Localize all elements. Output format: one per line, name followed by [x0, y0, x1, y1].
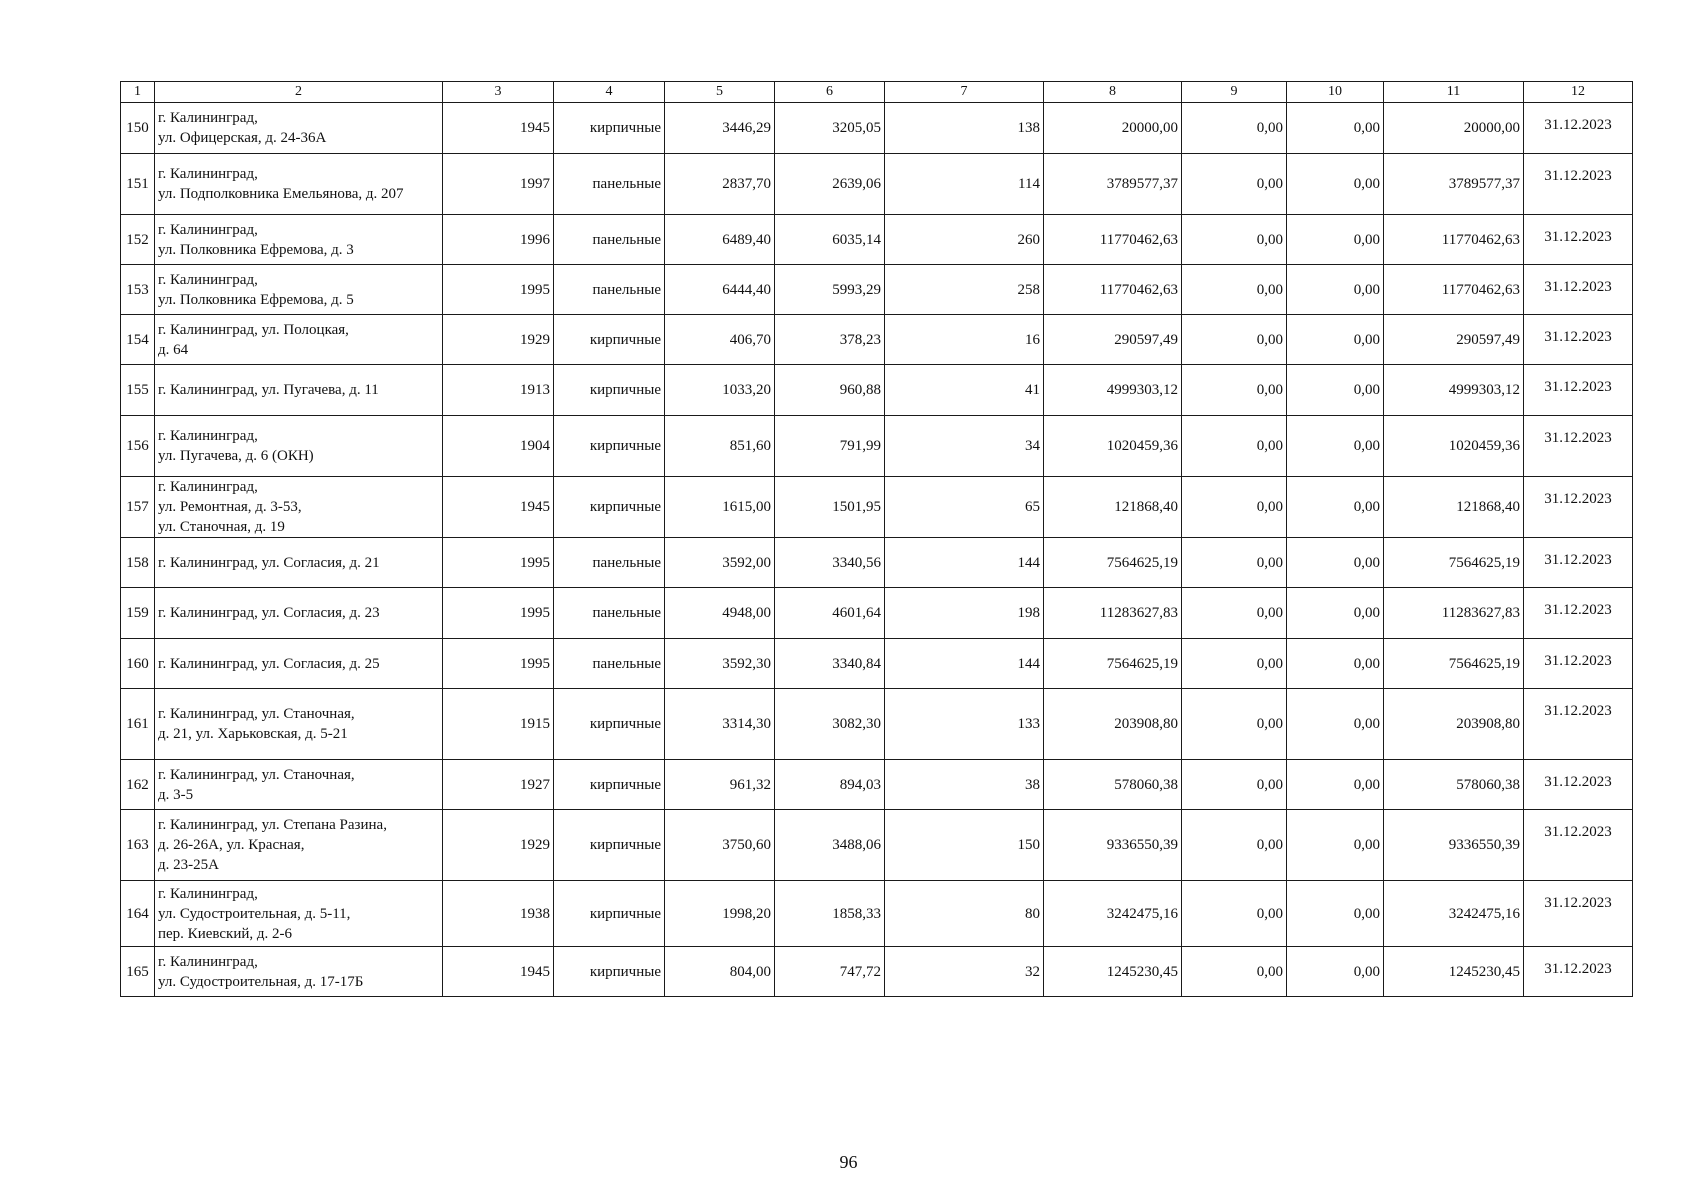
table-row [121, 477, 1633, 538]
col10-cell: 0,00 [1287, 215, 1384, 265]
column-header: 8 [1044, 82, 1182, 103]
year-cell: 1995 [443, 538, 554, 588]
date-cell: 31.12.2023 [1524, 639, 1633, 689]
col6-cell: 894,03 [775, 760, 885, 810]
address-cell [155, 538, 443, 588]
year-cell: 1915 [443, 689, 554, 760]
col7-cell: 65 [885, 477, 1044, 538]
column-header: 1 [121, 82, 155, 103]
material-cell: кирпичные [554, 810, 665, 881]
col6-cell: 1858,33 [775, 881, 885, 947]
col9-cell: 0,00 [1182, 947, 1287, 997]
address-line: г. Калининград, ул. Согласия, д. 25 [158, 655, 380, 672]
year-cell: 1938 [443, 881, 554, 947]
col8-cell: 3789577,37 [1044, 154, 1182, 215]
col10-cell: 0,00 [1287, 639, 1384, 689]
address-line: д. 21, ул. Харьковская, д. 5-21 [158, 726, 348, 742]
col9-cell: 0,00 [1182, 416, 1287, 477]
date-cell: 31.12.2023 [1524, 588, 1633, 639]
col11-cell: 7564625,19 [1384, 538, 1524, 588]
col11-cell: 1020459,36 [1384, 416, 1524, 477]
col9-cell: 0,00 [1182, 689, 1287, 760]
address-line: ул. Судостроительная, д. 5-11, [158, 905, 351, 922]
col8-cell: 3242475,16 [1044, 881, 1182, 947]
date-cell: 31.12.2023 [1524, 416, 1633, 477]
col10-cell: 0,00 [1287, 154, 1384, 215]
table-row [121, 810, 1633, 881]
year-cell: 1929 [443, 810, 554, 881]
table-row [121, 315, 1633, 365]
header-row [121, 82, 1633, 103]
date-cell: 31.12.2023 [1524, 810, 1633, 881]
col6-cell: 3488,06 [775, 810, 885, 881]
col10-cell: 0,00 [1287, 265, 1384, 315]
year-cell: 1996 [443, 215, 554, 265]
col9-cell: 0,00 [1182, 365, 1287, 416]
col5-cell: 1998,20 [665, 881, 775, 947]
col9-cell: 0,00 [1182, 477, 1287, 538]
col6-cell: 6035,14 [775, 215, 885, 265]
address-line: д. 26-26А, ул. Красная, [158, 837, 305, 853]
table-row [121, 689, 1633, 760]
col8-cell: 7564625,19 [1044, 639, 1182, 689]
year-cell: 1945 [443, 477, 554, 538]
year-cell: 1995 [443, 265, 554, 315]
col9-cell: 0,00 [1182, 265, 1287, 315]
table-row [121, 639, 1633, 689]
address-line: г. Калининград, ул. Полоцкая, [158, 321, 349, 338]
col10-cell: 0,00 [1287, 538, 1384, 588]
address-cell [155, 103, 443, 154]
col9-cell: 0,00 [1182, 760, 1287, 810]
col10-cell: 0,00 [1287, 810, 1384, 881]
material-cell: панельные [554, 639, 665, 689]
date-cell: 31.12.2023 [1524, 265, 1633, 315]
col6-cell: 3340,84 [775, 639, 885, 689]
page-number: 96 [839, 1152, 858, 1172]
col5-cell: 3446,29 [665, 103, 775, 154]
col10-cell: 0,00 [1287, 689, 1384, 760]
col9-cell: 0,00 [1182, 215, 1287, 265]
column-header: 4 [554, 82, 665, 103]
address-cell [155, 760, 443, 810]
col10-cell: 0,00 [1287, 947, 1384, 997]
address-line: г. Калининград, ул. Согласия, д. 21 [158, 554, 380, 571]
address-cell [155, 947, 443, 997]
col6-cell: 3340,56 [775, 538, 885, 588]
row-number: 159 [121, 588, 155, 639]
row-number: 165 [121, 947, 155, 997]
col11-cell: 203908,80 [1384, 689, 1524, 760]
material-cell: кирпичные [554, 947, 665, 997]
date-cell: 31.12.2023 [1524, 365, 1633, 416]
col7-cell: 144 [885, 538, 1044, 588]
col7-cell: 114 [885, 154, 1044, 215]
row-number: 161 [121, 689, 155, 760]
address-cell [155, 477, 443, 538]
address-line: г. Калининград, [158, 479, 258, 495]
col9-cell: 0,00 [1182, 154, 1287, 215]
col6-cell: 747,72 [775, 947, 885, 997]
address-line: ул. Полковника Ефремова, д. 5 [158, 291, 354, 308]
col6-cell: 5993,29 [775, 265, 885, 315]
date-cell: 31.12.2023 [1524, 315, 1633, 365]
col5-cell: 3592,00 [665, 538, 775, 588]
address-line: г. Калининград, [158, 885, 258, 902]
date-cell: 31.12.2023 [1524, 881, 1633, 947]
col10-cell: 0,00 [1287, 365, 1384, 416]
col7-cell: 41 [885, 365, 1044, 416]
col10-cell: 0,00 [1287, 103, 1384, 154]
date-cell: 31.12.2023 [1524, 477, 1633, 538]
material-cell: панельные [554, 538, 665, 588]
year-cell: 1995 [443, 588, 554, 639]
address-line: г. Калининград, ул. Степана Разина, [158, 817, 387, 833]
address-line: г. Калининград, ул. Пугачева, д. 11 [158, 382, 379, 398]
row-number: 158 [121, 538, 155, 588]
address-cell [155, 689, 443, 760]
col11-cell: 121868,40 [1384, 477, 1524, 538]
column-header: 10 [1287, 82, 1384, 103]
col6-cell: 1501,95 [775, 477, 885, 538]
column-header: 5 [665, 82, 775, 103]
col5-cell: 961,32 [665, 760, 775, 810]
col6-cell: 3082,30 [775, 689, 885, 760]
address-cell [155, 639, 443, 689]
col10-cell: 0,00 [1287, 760, 1384, 810]
date-cell: 31.12.2023 [1524, 215, 1633, 265]
col8-cell: 203908,80 [1044, 689, 1182, 760]
address-line: г. Калининград, [158, 110, 258, 126]
date-cell: 31.12.2023 [1524, 154, 1633, 215]
col11-cell: 9336550,39 [1384, 810, 1524, 881]
date-cell: 31.12.2023 [1524, 538, 1633, 588]
column-header: 6 [775, 82, 885, 103]
col5-cell: 3592,30 [665, 639, 775, 689]
col5-cell: 2837,70 [665, 154, 775, 215]
col9-cell: 0,00 [1182, 588, 1287, 639]
col10-cell: 0,00 [1287, 588, 1384, 639]
col8-cell: 7564625,19 [1044, 538, 1182, 588]
table-row [121, 365, 1633, 416]
table-row [121, 881, 1633, 947]
year-cell: 1904 [443, 416, 554, 477]
col7-cell: 133 [885, 689, 1044, 760]
row-number: 151 [121, 154, 155, 215]
col8-cell: 4999303,12 [1044, 365, 1182, 416]
column-header: 2 [155, 82, 443, 103]
table-row [121, 265, 1633, 315]
col9-cell: 0,00 [1182, 881, 1287, 947]
material-cell: кирпичные [554, 477, 665, 538]
col5-cell: 804,00 [665, 947, 775, 997]
address-line: д. 64 [158, 341, 189, 358]
col8-cell: 1020459,36 [1044, 416, 1182, 477]
col8-cell: 578060,38 [1044, 760, 1182, 810]
col11-cell: 3789577,37 [1384, 154, 1524, 215]
col11-cell: 11770462,63 [1384, 215, 1524, 265]
table-row [121, 103, 1633, 154]
address-line: г. Калининград, ул. Станочная, [158, 766, 355, 783]
col7-cell: 198 [885, 588, 1044, 639]
col5-cell: 3750,60 [665, 810, 775, 881]
col5-cell: 4948,00 [665, 588, 775, 639]
material-cell: кирпичные [554, 689, 665, 760]
address-line: г. Калининград, [158, 271, 258, 288]
address-line: ул. Судостроительная, д. 17-17Б [158, 973, 364, 990]
material-cell: кирпичные [554, 103, 665, 154]
column-header: 11 [1384, 82, 1524, 103]
address-cell [155, 810, 443, 881]
col7-cell: 32 [885, 947, 1044, 997]
address-line: г. Калининград, [158, 166, 258, 182]
table-row [121, 416, 1633, 477]
material-cell: кирпичные [554, 315, 665, 365]
col11-cell: 4999303,12 [1384, 365, 1524, 416]
col11-cell: 20000,00 [1384, 103, 1524, 154]
material-cell: панельные [554, 588, 665, 639]
table-row [121, 538, 1633, 588]
address-line: г. Калининград, [158, 953, 258, 970]
col6-cell: 791,99 [775, 416, 885, 477]
date-cell: 31.12.2023 [1524, 103, 1633, 154]
col8-cell: 1245230,45 [1044, 947, 1182, 997]
year-cell: 1945 [443, 947, 554, 997]
material-cell: панельные [554, 215, 665, 265]
column-header: 12 [1524, 82, 1633, 103]
year-cell: 1927 [443, 760, 554, 810]
row-number: 150 [121, 103, 155, 154]
col8-cell: 121868,40 [1044, 477, 1182, 538]
col9-cell: 0,00 [1182, 639, 1287, 689]
col5-cell: 851,60 [665, 416, 775, 477]
address-cell [155, 215, 443, 265]
address-cell [155, 154, 443, 215]
col7-cell: 16 [885, 315, 1044, 365]
row-number: 155 [121, 365, 155, 416]
year-cell: 1995 [443, 639, 554, 689]
col5-cell: 6489,40 [665, 215, 775, 265]
row-number: 160 [121, 639, 155, 689]
col6-cell: 2639,06 [775, 154, 885, 215]
material-cell: панельные [554, 154, 665, 215]
table-row [121, 154, 1633, 215]
row-number: 154 [121, 315, 155, 365]
col11-cell: 1245230,45 [1384, 947, 1524, 997]
col7-cell: 144 [885, 639, 1044, 689]
material-cell: панельные [554, 265, 665, 315]
col10-cell: 0,00 [1287, 881, 1384, 947]
row-number: 163 [121, 810, 155, 881]
date-cell: 31.12.2023 [1524, 689, 1633, 760]
col8-cell: 11283627,83 [1044, 588, 1182, 639]
row-number: 153 [121, 265, 155, 315]
col7-cell: 258 [885, 265, 1044, 315]
col8-cell: 11770462,63 [1044, 265, 1182, 315]
col6-cell: 960,88 [775, 365, 885, 416]
column-header: 7 [885, 82, 1044, 103]
row-number: 156 [121, 416, 155, 477]
address-cell [155, 315, 443, 365]
col6-cell: 4601,64 [775, 588, 885, 639]
col5-cell: 1033,20 [665, 365, 775, 416]
date-cell: 31.12.2023 [1524, 947, 1633, 997]
col9-cell: 0,00 [1182, 315, 1287, 365]
col11-cell: 578060,38 [1384, 760, 1524, 810]
year-cell: 1945 [443, 103, 554, 154]
col6-cell: 378,23 [775, 315, 885, 365]
table-header [121, 82, 1633, 103]
col10-cell: 0,00 [1287, 477, 1384, 538]
address-cell [155, 416, 443, 477]
material-cell: кирпичные [554, 416, 665, 477]
address-line: ул. Пугачева, д. 6 (ОКН) [158, 448, 314, 464]
col11-cell: 11770462,63 [1384, 265, 1524, 315]
year-cell: 1929 [443, 315, 554, 365]
col8-cell: 11770462,63 [1044, 215, 1182, 265]
col8-cell: 20000,00 [1044, 103, 1182, 154]
col7-cell: 80 [885, 881, 1044, 947]
row-number: 157 [121, 477, 155, 538]
address-line: ул. Ремонтная, д. 3-53, [158, 499, 302, 515]
year-cell: 1913 [443, 365, 554, 416]
col11-cell: 3242475,16 [1384, 881, 1524, 947]
address-line: г. Калининград, [158, 221, 258, 238]
col10-cell: 0,00 [1287, 416, 1384, 477]
address-line: г. Калининград, [158, 428, 258, 444]
col7-cell: 138 [885, 103, 1044, 154]
col9-cell: 0,00 [1182, 538, 1287, 588]
address-cell [155, 365, 443, 416]
col11-cell: 7564625,19 [1384, 639, 1524, 689]
row-number: 162 [121, 760, 155, 810]
material-cell: кирпичные [554, 881, 665, 947]
col7-cell: 260 [885, 215, 1044, 265]
year-cell: 1997 [443, 154, 554, 215]
address-cell [155, 265, 443, 315]
address-line: пер. Киевский, д. 2-6 [158, 925, 292, 942]
col8-cell: 9336550,39 [1044, 810, 1182, 881]
col5-cell: 1615,00 [665, 477, 775, 538]
address-line: д. 3-5 [158, 786, 194, 803]
col11-cell: 11283627,83 [1384, 588, 1524, 639]
address-line: ул. Подполковника Емельянова, д. 207 [158, 186, 404, 202]
address-line: г. Калининград, ул. Согласия, д. 23 [158, 605, 380, 621]
col11-cell: 290597,49 [1384, 315, 1524, 365]
material-cell: кирпичные [554, 760, 665, 810]
col9-cell: 0,00 [1182, 103, 1287, 154]
col6-cell: 3205,05 [775, 103, 885, 154]
col7-cell: 38 [885, 760, 1044, 810]
col5-cell: 6444,40 [665, 265, 775, 315]
row-number: 152 [121, 215, 155, 265]
address-cell [155, 881, 443, 947]
address-line: ул. Офицерская, д. 24-36А [158, 130, 327, 146]
col9-cell: 0,00 [1182, 810, 1287, 881]
col7-cell: 150 [885, 810, 1044, 881]
column-header: 9 [1182, 82, 1287, 103]
address-line: ул. Станочная, д. 19 [158, 519, 285, 535]
housing-table [120, 81, 1633, 997]
table-row [121, 215, 1633, 265]
address-line: ул. Полковника Ефремова, д. 3 [158, 241, 354, 258]
table-row [121, 947, 1633, 997]
table-body [121, 103, 1633, 997]
col5-cell: 3314,30 [665, 689, 775, 760]
col10-cell: 0,00 [1287, 315, 1384, 365]
column-header: 3 [443, 82, 554, 103]
table-row [121, 588, 1633, 639]
col7-cell: 34 [885, 416, 1044, 477]
row-number: 164 [121, 881, 155, 947]
address-cell [155, 588, 443, 639]
col5-cell: 406,70 [665, 315, 775, 365]
col8-cell: 290597,49 [1044, 315, 1182, 365]
address-line: д. 23-25А [158, 857, 219, 873]
table-row [121, 760, 1633, 810]
date-cell: 31.12.2023 [1524, 760, 1633, 810]
address-line: г. Калининград, ул. Станочная, [158, 706, 355, 722]
material-cell: кирпичные [554, 365, 665, 416]
